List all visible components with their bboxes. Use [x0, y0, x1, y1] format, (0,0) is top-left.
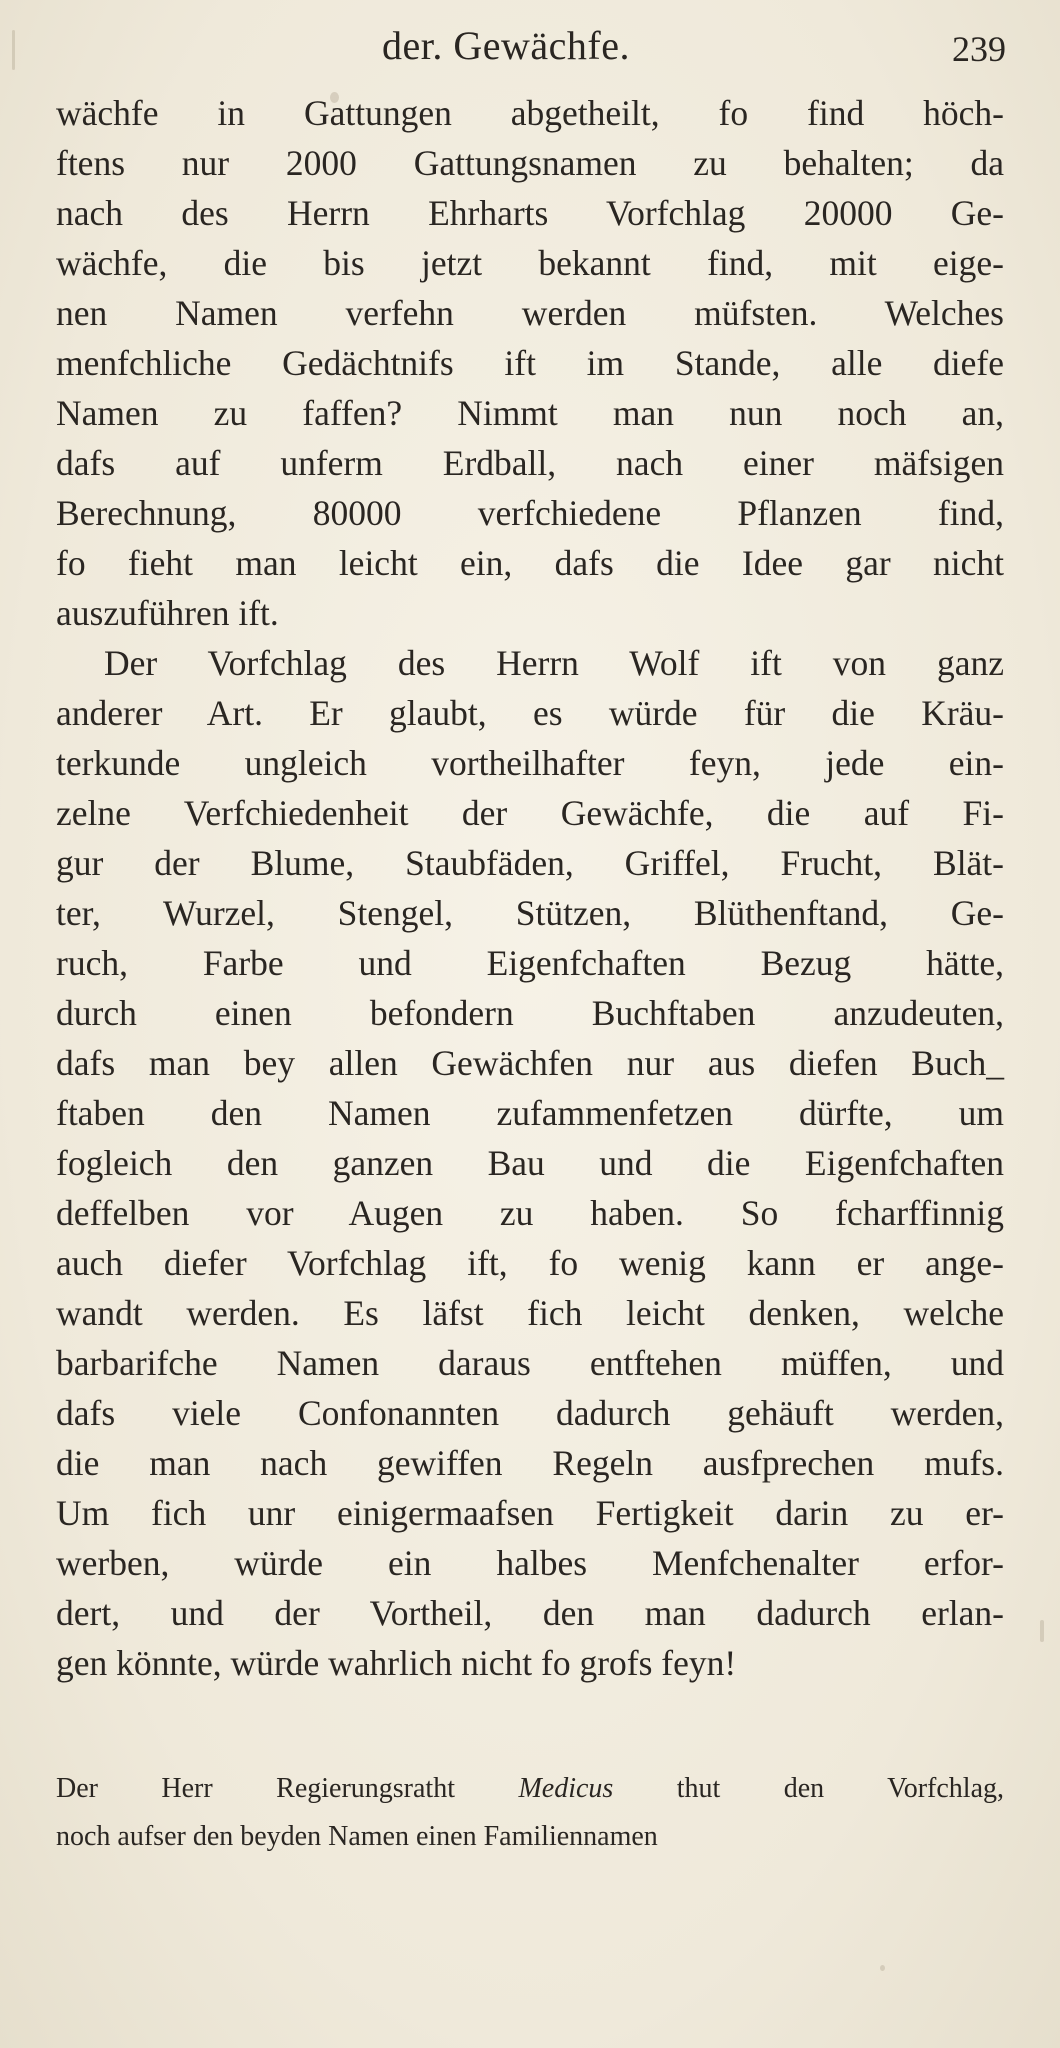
text-line: Namen zu faffen? Nimmt man nun noch an,	[56, 393, 1004, 433]
text-line: gur der Blume, Staubfäden, Griffel, Frucht, Blät-	[56, 843, 1004, 883]
text-line: dafs viele Confonannten dadurch gehäuft werden,	[56, 1393, 1004, 1433]
text-line: deffelben vor Augen zu haben. So fcharffinnig	[56, 1193, 1004, 1233]
text-line: ftaben den Namen zufammenfetzen dürfte, um	[56, 1093, 1004, 1133]
text-line: dert, und der Vortheil, den man dadurch erlan-	[56, 1593, 1004, 1633]
text-line: dafs man bey allen Gewächfen nur aus diefen Buch_	[56, 1043, 1004, 1083]
text-line: auch diefer Vorfchlag ift, fo wenig kann er ange-	[56, 1243, 1004, 1283]
text-line: wächfe in Gattungen abgetheilt, fo find höch-	[56, 93, 1004, 133]
footnote-text: Der Herr Regierungsratht	[56, 1773, 519, 1804]
page-header	[0, 18, 1060, 78]
paper-speck	[1040, 1620, 1044, 1642]
text-line: barbarifche Namen daraus entftehen müffen, und	[56, 1343, 1004, 1383]
text-line: wächfe, die bis jetzt bekannt find, mit eige-	[56, 243, 1004, 283]
text-line: wandt werden. Es läfst fich leicht denken, welche	[56, 1293, 1004, 1333]
text-line: terkunde ungleich vortheilhafter feyn, jede ein-	[56, 743, 1004, 783]
text-line: dafs auf unferm Erdball, nach einer mäfsigen	[56, 443, 1004, 483]
running-title: der. Gewächfe.	[382, 23, 630, 68]
footnote	[56, 1765, 1004, 1861]
text-line: Berechnung, 80000 verfchiedene Pflanzen find,	[56, 493, 1004, 533]
footnote-text: thut den Vorfchlag,	[613, 1773, 1004, 1804]
text-line: auszuführen ift.	[56, 593, 279, 633]
text-line: ruch, Farbe und Eigenfchaften Bezug hätte,	[56, 943, 1004, 983]
text-line: Der Vorfchlag des Herrn Wolf ift von ganz	[104, 643, 1004, 683]
text-line: gen könnte, würde wahrlich nicht fo grofs feyn!	[56, 1643, 737, 1683]
text-line: fogleich den ganzen Bau und die Eigenfchaften	[56, 1143, 1004, 1183]
paper-speck	[12, 30, 15, 70]
text-line: durch einen befondern Buchftaben anzudeuten,	[56, 993, 1004, 1033]
text-line: werben, würde ein halbes Menfchenalter erfor-	[56, 1543, 1004, 1583]
text-line: nach des Herrn Ehrharts Vorfchlag 20000 Ge-	[56, 193, 1004, 233]
paper-speck	[880, 1965, 885, 1971]
text-line: menfchliche Gedächtnifs ift im Stande, alle diefe	[56, 343, 1004, 383]
text-line: Um fich unr einigermaafsen Fertigkeit darin zu er-	[56, 1493, 1004, 1533]
text-line: nen Namen verfehn werden müfsten. Welches	[56, 293, 1004, 333]
page-number: 239	[952, 29, 1006, 69]
footnote-italic-name: Medicus	[518, 1773, 614, 1804]
body-text	[56, 88, 1004, 1688]
text-line: fo fieht man leicht ein, dafs die Idee gar nicht	[56, 543, 1004, 583]
footnote-line	[56, 1765, 1004, 1813]
text-line: ftens nur 2000 Gattungsnamen zu behalten; da	[56, 143, 1004, 183]
text-line: anderer Art. Er glaubt, es würde für die Kräu-	[56, 693, 1004, 733]
footnote-line: noch aufser den beyden Namen einen Familiennamen	[56, 1821, 658, 1852]
text-line: zelne Verfchiedenheit der Gewächfe, die auf Fi-	[56, 793, 1004, 833]
paper-speck	[330, 92, 339, 103]
text-line: ter, Wurzel, Stengel, Stützen, Blüthenftand, Ge-	[56, 893, 1004, 933]
text-line: die man nach gewiffen Regeln ausfprechen mufs.	[56, 1443, 1004, 1483]
